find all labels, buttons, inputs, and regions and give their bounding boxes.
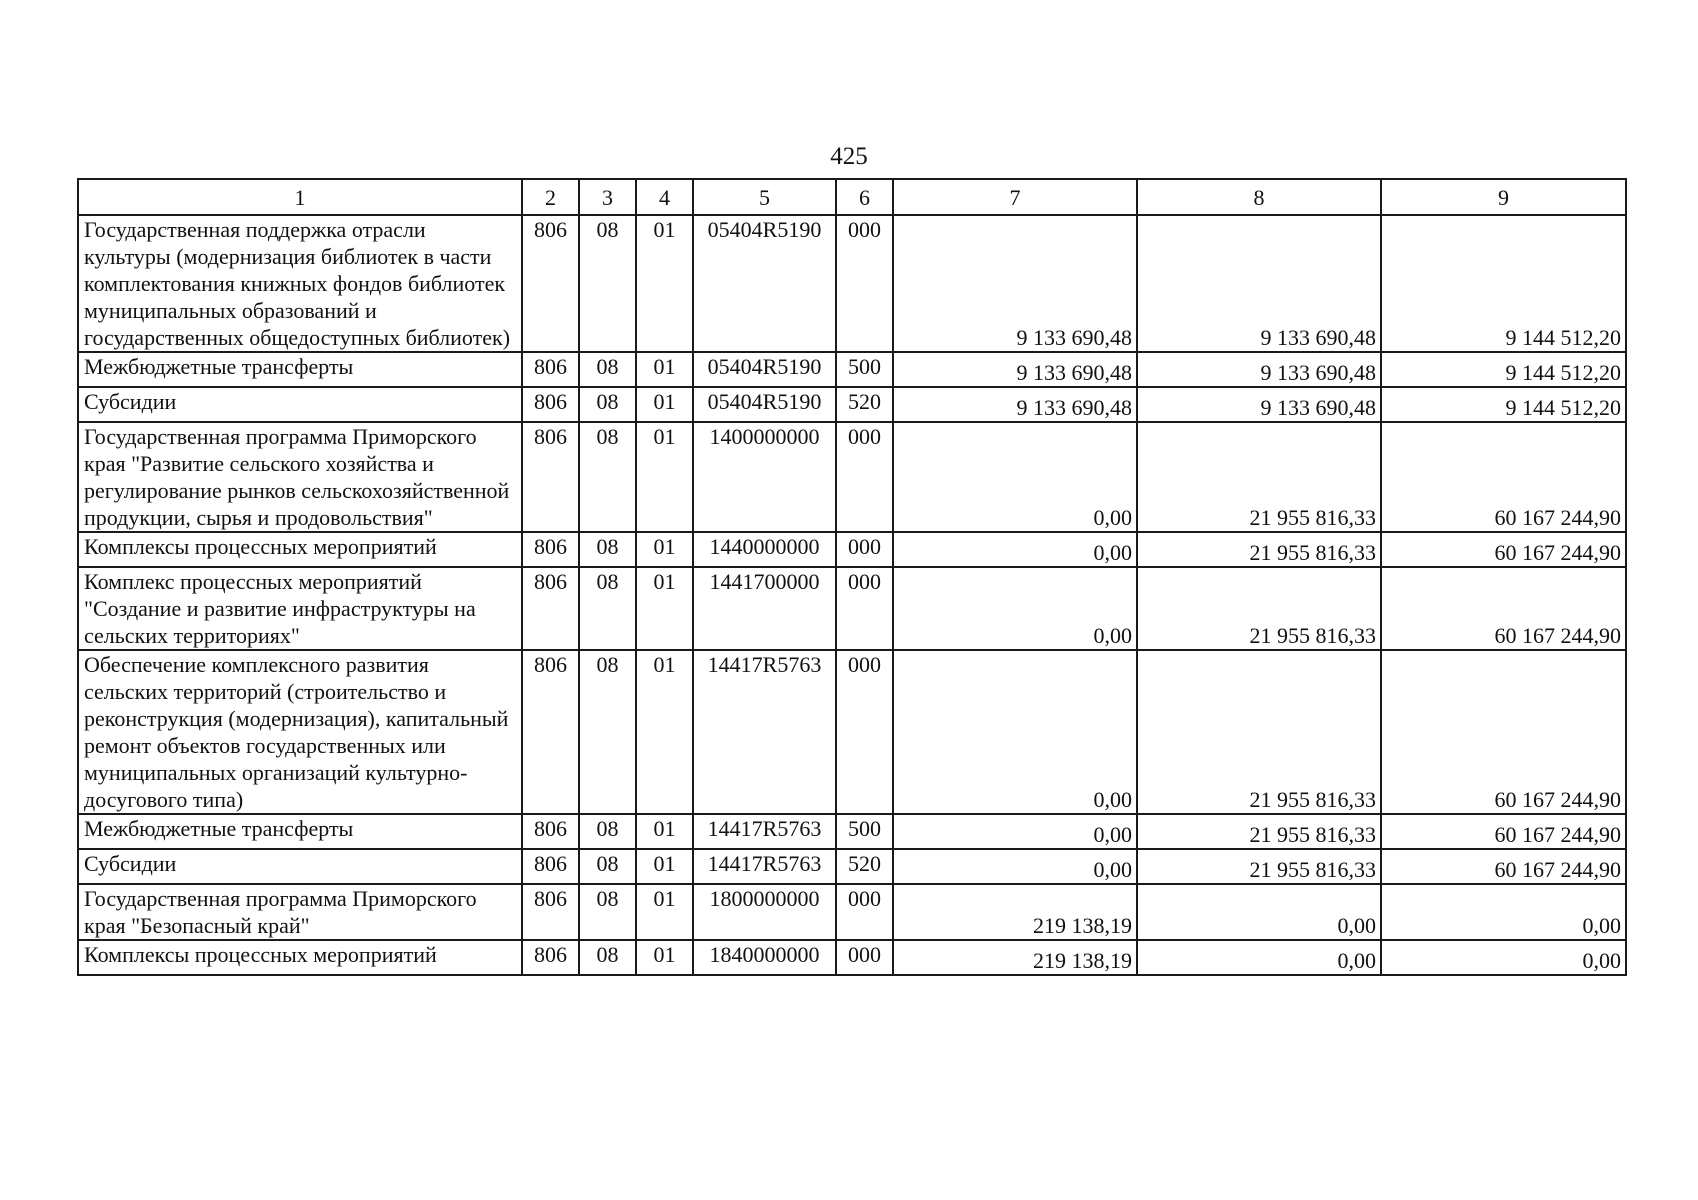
row-name: Обеспечение комплексного развития сельских территорий (строительство и реконструкция (модернизация), капитальный ремонт объектов государственных или муниципальных организаций культурно-досугового типа): [78, 650, 522, 814]
table-row: [78, 215, 1626, 352]
table-row: [78, 422, 1626, 532]
amount-col-7: 219 138,19: [893, 884, 1137, 940]
expense-type-code: 500: [836, 352, 893, 387]
target-item-code: 14417R5763: [693, 650, 836, 814]
table-row: [78, 849, 1626, 884]
amount-col-9: 60 167 244,90: [1381, 422, 1626, 532]
table-row: [78, 567, 1626, 650]
target-item-code: 05404R5190: [693, 352, 836, 387]
expense-type-code: 520: [836, 387, 893, 422]
target-item-code: 14417R5763: [693, 814, 836, 849]
amount-col-9: 60 167 244,90: [1381, 567, 1626, 650]
table-row: [78, 352, 1626, 387]
amount-col-9: 0,00: [1381, 884, 1626, 940]
row-name: Комплексы процессных мероприятий: [78, 940, 522, 975]
amount-col-7: 0,00: [893, 814, 1137, 849]
ministry-code: 806: [522, 352, 579, 387]
amount-col-8: 9 133 690,48: [1137, 387, 1381, 422]
amount-col-9: 60 167 244,90: [1381, 814, 1626, 849]
amount-col-7: 0,00: [893, 422, 1137, 532]
amount-col-7: 0,00: [893, 532, 1137, 567]
column-header-7: 7: [893, 179, 1137, 215]
amount-col-7: 0,00: [893, 567, 1137, 650]
table-row: [78, 387, 1626, 422]
expense-type-code: 500: [836, 814, 893, 849]
header-row: [78, 179, 1626, 215]
target-item-code: 05404R5190: [693, 387, 836, 422]
subsection-code: 01: [636, 940, 693, 975]
amount-col-8: 21 955 816,33: [1137, 422, 1381, 532]
table-row: [78, 650, 1626, 814]
amount-col-7: 0,00: [893, 650, 1137, 814]
ministry-code: 806: [522, 422, 579, 532]
amount-col-8: 21 955 816,33: [1137, 814, 1381, 849]
column-header-6: 6: [836, 179, 893, 215]
amount-col-8: 9 133 690,48: [1137, 352, 1381, 387]
target-item-code: 05404R5190: [693, 215, 836, 352]
section-code: 08: [579, 352, 636, 387]
ministry-code: 806: [522, 532, 579, 567]
amount-col-8: 21 955 816,33: [1137, 532, 1381, 567]
amount-col-9: 9 144 512,20: [1381, 352, 1626, 387]
section-code: 08: [579, 650, 636, 814]
subsection-code: 01: [636, 215, 693, 352]
section-code: 08: [579, 215, 636, 352]
section-code: 08: [579, 940, 636, 975]
amount-col-9: 60 167 244,90: [1381, 532, 1626, 567]
table-row: [78, 940, 1626, 975]
subsection-code: 01: [636, 532, 693, 567]
expense-type-code: 000: [836, 215, 893, 352]
row-name: Субсидии: [78, 849, 522, 884]
section-code: 08: [579, 814, 636, 849]
subsection-code: 01: [636, 422, 693, 532]
ministry-code: 806: [522, 215, 579, 352]
table-row: [78, 532, 1626, 567]
amount-col-9: 60 167 244,90: [1381, 650, 1626, 814]
row-name: Государственная программа Приморского края "Безопасный край": [78, 884, 522, 940]
amount-col-9: 60 167 244,90: [1381, 849, 1626, 884]
ministry-code: 806: [522, 814, 579, 849]
amount-col-8: 9 133 690,48: [1137, 215, 1381, 352]
amount-col-7: 0,00: [893, 849, 1137, 884]
column-header-4: 4: [636, 179, 693, 215]
target-item-code: 1441700000: [693, 567, 836, 650]
row-name: Государственная программа Приморского края "Развитие сельского хозяйства и регулирование рынков сельскохозяйственной продукции, сырья и продовольствия": [78, 422, 522, 532]
amount-col-7: 219 138,19: [893, 940, 1137, 975]
expense-type-code: 000: [836, 567, 893, 650]
amount-col-9: 9 144 512,20: [1381, 387, 1626, 422]
column-header-1: 1: [78, 179, 522, 215]
ministry-code: 806: [522, 849, 579, 884]
table-row: [78, 814, 1626, 849]
amount-col-8: 21 955 816,33: [1137, 849, 1381, 884]
ministry-code: 806: [522, 387, 579, 422]
amount-col-8: 21 955 816,33: [1137, 650, 1381, 814]
target-item-code: 1800000000: [693, 884, 836, 940]
ministry-code: 806: [522, 940, 579, 975]
ministry-code: 806: [522, 650, 579, 814]
table-body: [78, 215, 1626, 975]
section-code: 08: [579, 422, 636, 532]
expense-type-code: 000: [836, 422, 893, 532]
row-name: Межбюджетные трансферты: [78, 814, 522, 849]
row-name: Комплекс процессных мероприятий "Создание и развитие инфраструктуры на сельских территориях": [78, 567, 522, 650]
subsection-code: 01: [636, 352, 693, 387]
column-header-8: 8: [1137, 179, 1381, 215]
expense-type-code: 000: [836, 884, 893, 940]
target-item-code: 1440000000: [693, 532, 836, 567]
subsection-code: 01: [636, 814, 693, 849]
subsection-code: 01: [636, 849, 693, 884]
page-number: 425: [830, 143, 868, 170]
expense-type-code: 000: [836, 532, 893, 567]
section-code: 08: [579, 387, 636, 422]
amount-col-8: 0,00: [1137, 884, 1381, 940]
column-header-2: 2: [522, 179, 579, 215]
subsection-code: 01: [636, 387, 693, 422]
amount-col-9: 9 144 512,20: [1381, 215, 1626, 352]
column-header-5: 5: [693, 179, 836, 215]
amount-col-9: 0,00: [1381, 940, 1626, 975]
target-item-code: 14417R5763: [693, 849, 836, 884]
section-code: 08: [579, 884, 636, 940]
amount-col-7: 9 133 690,48: [893, 387, 1137, 422]
amount-col-7: 9 133 690,48: [893, 352, 1137, 387]
section-code: 08: [579, 567, 636, 650]
budget-table: [77, 178, 1627, 976]
expense-type-code: 000: [836, 650, 893, 814]
row-name: Межбюджетные трансферты: [78, 352, 522, 387]
subsection-code: 01: [636, 650, 693, 814]
ministry-code: 806: [522, 567, 579, 650]
column-header-9: 9: [1381, 179, 1626, 215]
subsection-code: 01: [636, 567, 693, 650]
column-header-3: 3: [579, 179, 636, 215]
expense-type-code: 520: [836, 849, 893, 884]
target-item-code: 1840000000: [693, 940, 836, 975]
table-row: [78, 884, 1626, 940]
row-name: Субсидии: [78, 387, 522, 422]
subsection-code: 01: [636, 884, 693, 940]
amount-col-8: 0,00: [1137, 940, 1381, 975]
amount-col-8: 21 955 816,33: [1137, 567, 1381, 650]
ministry-code: 806: [522, 884, 579, 940]
section-code: 08: [579, 532, 636, 567]
amount-col-7: 9 133 690,48: [893, 215, 1137, 352]
section-code: 08: [579, 849, 636, 884]
row-name: Государственная поддержка отрасли культуры (модернизация библиотек в части комплектования книжных фондов библиотек муниципальных образований и государственных общедоступных библиотек): [78, 215, 522, 352]
expense-type-code: 000: [836, 940, 893, 975]
target-item-code: 1400000000: [693, 422, 836, 532]
row-name: Комплексы процессных мероприятий: [78, 532, 522, 567]
